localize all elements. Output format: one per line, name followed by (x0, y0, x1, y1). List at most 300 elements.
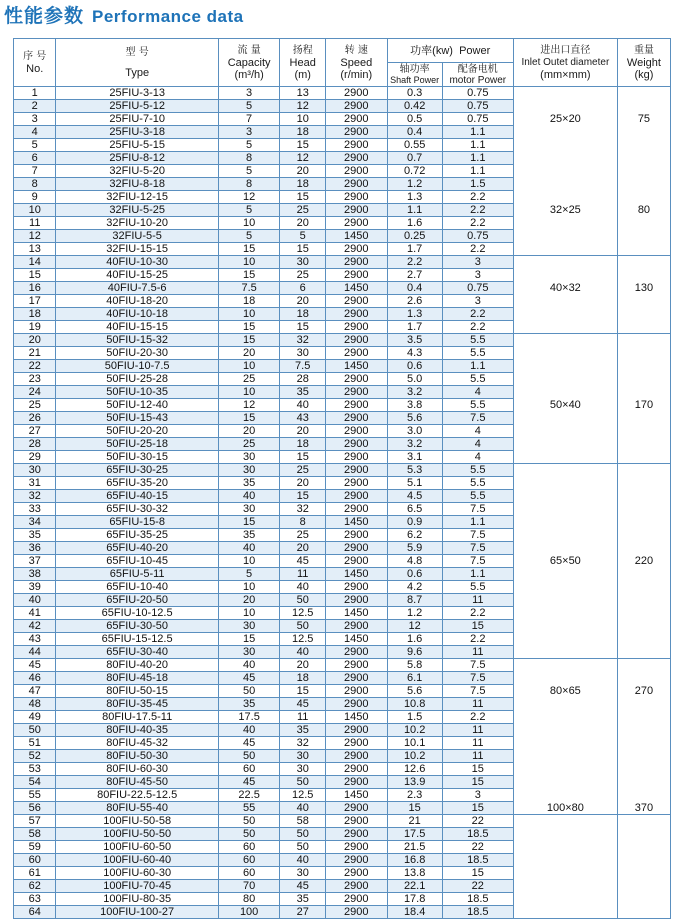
row-capacity: 15 (218, 516, 280, 529)
row-no: 27 (14, 425, 56, 438)
row-type: 25FIU-5-12 (56, 100, 218, 113)
row-head: 20 (280, 477, 326, 490)
row-head: 45 (280, 555, 326, 568)
row-motor-power: 22 (442, 841, 513, 854)
table-row (14, 906, 671, 919)
row-speed: 2900 (326, 828, 388, 841)
row-weight (617, 438, 670, 451)
row-head: 25 (280, 529, 326, 542)
table-row (14, 581, 671, 594)
row-no: 55 (14, 789, 56, 802)
row-weight (617, 607, 670, 620)
table-row (14, 321, 671, 334)
row-no: 25 (14, 399, 56, 412)
title-chinese: 性能参数 (4, 5, 85, 27)
row-type: 65FIU-15-8 (56, 516, 218, 529)
row-no: 21 (14, 347, 56, 360)
row-no: 47 (14, 685, 56, 698)
row-weight (617, 711, 670, 724)
row-no: 28 (14, 438, 56, 451)
row-motor-power: 3 (442, 256, 513, 269)
row-weight (617, 490, 670, 503)
row-shaft-power: 5.6 (387, 412, 442, 425)
row-type: 25FIU-7-10 (56, 113, 218, 126)
header-type: 型 号 Type (56, 39, 218, 87)
row-no: 3 (14, 113, 56, 126)
row-weight: 80 (617, 204, 670, 217)
row-diameter (513, 139, 617, 152)
row-shaft-power: 5.0 (387, 373, 442, 386)
table-row (14, 594, 671, 607)
row-capacity: 15 (218, 269, 280, 282)
row-shaft-power: 10.1 (387, 737, 442, 750)
row-capacity: 12 (218, 399, 280, 412)
row-head: 5 (280, 230, 326, 243)
row-capacity: 45 (218, 737, 280, 750)
row-type: 40FIU-10-18 (56, 308, 218, 321)
row-weight (617, 789, 670, 802)
row-no: 62 (14, 880, 56, 893)
header-no: 序 号 No. (14, 39, 56, 87)
row-type: 65FIU-5-11 (56, 568, 218, 581)
row-diameter (513, 386, 617, 399)
row-weight: 220 (617, 555, 670, 568)
row-motor-power: 1.1 (442, 360, 513, 373)
row-motor-power: 2.2 (442, 217, 513, 230)
row-no: 2 (14, 100, 56, 113)
row-diameter: 65×50 (513, 555, 617, 568)
row-speed: 2900 (326, 295, 388, 308)
row-diameter (513, 880, 617, 893)
row-shaft-power: 1.2 (387, 178, 442, 191)
row-capacity: 55 (218, 802, 280, 815)
row-capacity: 35 (218, 698, 280, 711)
row-weight (617, 750, 670, 763)
row-shaft-power: 1.5 (387, 711, 442, 724)
row-diameter (513, 503, 617, 516)
row-head: 7.5 (280, 360, 326, 373)
row-capacity: 18 (218, 295, 280, 308)
table-row (14, 204, 671, 217)
row-type: 50FIU-25-28 (56, 373, 218, 386)
row-head: 11 (280, 711, 326, 724)
row-no: 17 (14, 295, 56, 308)
row-no: 33 (14, 503, 56, 516)
row-capacity: 45 (218, 776, 280, 789)
row-motor-power: 2.2 (442, 308, 513, 321)
row-motor-power: 1.1 (442, 165, 513, 178)
row-capacity: 25 (218, 373, 280, 386)
row-speed: 2900 (326, 477, 388, 490)
row-diameter (513, 633, 617, 646)
row-shaft-power: 3.0 (387, 425, 442, 438)
row-speed: 1450 (326, 282, 388, 295)
row-head: 15 (280, 321, 326, 334)
row-no: 53 (14, 763, 56, 776)
row-capacity: 50 (218, 685, 280, 698)
row-diameter (513, 191, 617, 204)
row-speed: 2900 (326, 646, 388, 659)
row-shaft-power: 5.3 (387, 464, 442, 477)
row-diameter (513, 893, 617, 906)
row-no: 29 (14, 451, 56, 464)
row-weight (617, 269, 670, 282)
table-row (14, 854, 671, 867)
table-row (14, 191, 671, 204)
row-capacity: 15 (218, 321, 280, 334)
title-english: Performance data (92, 7, 244, 26)
row-motor-power: 7.5 (442, 555, 513, 568)
row-weight (617, 178, 670, 191)
row-diameter (513, 100, 617, 113)
table-row (14, 152, 671, 165)
row-type: 80FIU-45-32 (56, 737, 218, 750)
row-no: 16 (14, 282, 56, 295)
row-weight (617, 516, 670, 529)
row-no: 13 (14, 243, 56, 256)
row-capacity: 10 (218, 607, 280, 620)
row-weight (617, 828, 670, 841)
row-diameter (513, 256, 617, 269)
row-speed: 1450 (326, 568, 388, 581)
row-type: 25FIU-8-12 (56, 152, 218, 165)
row-diameter: 40×32 (513, 282, 617, 295)
row-diameter (513, 516, 617, 529)
row-weight (617, 217, 670, 230)
row-diameter (513, 711, 617, 724)
row-weight: 170 (617, 399, 670, 412)
row-motor-power: 4 (442, 386, 513, 399)
row-capacity: 50 (218, 828, 280, 841)
row-shaft-power: 17.8 (387, 893, 442, 906)
row-head: 20 (280, 217, 326, 230)
row-capacity: 60 (218, 841, 280, 854)
row-type: 65FIU-30-50 (56, 620, 218, 633)
row-type: 32FIU-15-15 (56, 243, 218, 256)
row-type: 32FIU-5-5 (56, 230, 218, 243)
row-type: 100FIU-50-50 (56, 828, 218, 841)
row-diameter (513, 243, 617, 256)
row-head: 18 (280, 178, 326, 191)
header-diameter: 进出口直径 Inlet Outet diameter (mm×mm) (513, 39, 617, 87)
row-diameter (513, 672, 617, 685)
row-head: 20 (280, 295, 326, 308)
row-type: 65FIU-15-12.5 (56, 633, 218, 646)
row-type: 65FIU-35-20 (56, 477, 218, 490)
row-shaft-power: 3.5 (387, 334, 442, 347)
row-type: 65FIU-30-32 (56, 503, 218, 516)
table-row (14, 893, 671, 906)
row-type: 80FIU-45-50 (56, 776, 218, 789)
row-head: 30 (280, 347, 326, 360)
row-motor-power: 5.5 (442, 490, 513, 503)
row-motor-power: 2.2 (442, 607, 513, 620)
row-motor-power: 5.5 (442, 399, 513, 412)
row-type: 25FIU-5-15 (56, 139, 218, 152)
row-motor-power: 7.5 (442, 685, 513, 698)
row-weight (617, 165, 670, 178)
row-capacity: 30 (218, 620, 280, 633)
row-shaft-power: 4.3 (387, 347, 442, 360)
row-shaft-power: 1.7 (387, 321, 442, 334)
row-weight (617, 776, 670, 789)
row-no: 18 (14, 308, 56, 321)
row-no: 51 (14, 737, 56, 750)
row-motor-power: 0.75 (442, 100, 513, 113)
row-type: 50FIU-10-7.5 (56, 360, 218, 373)
row-head: 18 (280, 126, 326, 139)
row-no: 60 (14, 854, 56, 867)
row-motor-power: 0.75 (442, 87, 513, 100)
row-type: 80FIU-17.5-11 (56, 711, 218, 724)
row-shaft-power: 4.2 (387, 581, 442, 594)
row-capacity: 20 (218, 425, 280, 438)
row-type: 80FIU-50-15 (56, 685, 218, 698)
row-diameter (513, 230, 617, 243)
row-diameter (513, 217, 617, 230)
row-weight (617, 581, 670, 594)
row-shaft-power: 5.9 (387, 542, 442, 555)
row-motor-power: 7.5 (442, 529, 513, 542)
row-head: 28 (280, 373, 326, 386)
row-head: 30 (280, 750, 326, 763)
row-motor-power: 2.2 (442, 711, 513, 724)
row-type: 100FIU-80-35 (56, 893, 218, 906)
row-weight: 130 (617, 282, 670, 295)
row-capacity: 35 (218, 529, 280, 542)
row-motor-power: 5.5 (442, 581, 513, 594)
row-no: 20 (14, 334, 56, 347)
table-row (14, 334, 671, 347)
table-row (14, 100, 671, 113)
row-diameter (513, 529, 617, 542)
row-capacity: 15 (218, 243, 280, 256)
row-diameter (513, 308, 617, 321)
row-speed: 2900 (326, 178, 388, 191)
table-row (14, 113, 671, 126)
row-no: 34 (14, 516, 56, 529)
header-power: 功率(kw) Power (387, 39, 513, 63)
page-title (4, 2, 244, 30)
row-type: 40FIU-7.5-6 (56, 282, 218, 295)
row-capacity: 50 (218, 750, 280, 763)
row-diameter (513, 854, 617, 867)
row-weight (617, 100, 670, 113)
row-speed: 1450 (326, 360, 388, 373)
row-weight (617, 334, 670, 347)
row-shaft-power: 2.3 (387, 789, 442, 802)
row-head: 18 (280, 308, 326, 321)
row-shaft-power: 2.2 (387, 256, 442, 269)
row-motor-power: 15 (442, 620, 513, 633)
row-type: 100FIU-60-40 (56, 854, 218, 867)
table-row (14, 750, 671, 763)
row-diameter (513, 373, 617, 386)
row-type: 40FIU-15-25 (56, 269, 218, 282)
row-capacity: 100 (218, 906, 280, 919)
row-type: 50FIU-12-40 (56, 399, 218, 412)
table-row (14, 243, 671, 256)
row-shaft-power: 1.6 (387, 633, 442, 646)
row-head: 20 (280, 165, 326, 178)
table-row (14, 568, 671, 581)
row-speed: 2900 (326, 139, 388, 152)
row-no: 30 (14, 464, 56, 477)
row-speed: 2900 (326, 685, 388, 698)
table-row (14, 87, 671, 100)
row-motor-power: 7.5 (442, 503, 513, 516)
row-diameter (513, 295, 617, 308)
row-type: 65FIU-30-40 (56, 646, 218, 659)
row-capacity: 17.5 (218, 711, 280, 724)
table-row (14, 555, 671, 568)
table-row (14, 269, 671, 282)
row-diameter (513, 464, 617, 477)
table-row (14, 516, 671, 529)
row-motor-power: 22 (442, 815, 513, 828)
row-capacity: 3 (218, 87, 280, 100)
row-head: 40 (280, 854, 326, 867)
row-head: 12.5 (280, 789, 326, 802)
row-speed: 2900 (326, 113, 388, 126)
row-weight: 270 (617, 685, 670, 698)
row-weight (617, 321, 670, 334)
row-motor-power: 11 (442, 594, 513, 607)
row-capacity: 7 (218, 113, 280, 126)
row-speed: 2900 (326, 308, 388, 321)
row-head: 12.5 (280, 607, 326, 620)
row-head: 32 (280, 503, 326, 516)
table-row (14, 477, 671, 490)
table-row (14, 165, 671, 178)
row-diameter (513, 412, 617, 425)
row-no: 41 (14, 607, 56, 620)
row-diameter (513, 594, 617, 607)
row-head: 30 (280, 763, 326, 776)
row-capacity: 10 (218, 581, 280, 594)
row-type: 100FIU-60-50 (56, 841, 218, 854)
row-type: 50FIU-15-43 (56, 412, 218, 425)
row-motor-power: 7.5 (442, 659, 513, 672)
row-no: 19 (14, 321, 56, 334)
row-speed: 2900 (326, 126, 388, 139)
row-capacity: 30 (218, 464, 280, 477)
row-motor-power: 3 (442, 295, 513, 308)
row-no: 9 (14, 191, 56, 204)
table-row (14, 282, 671, 295)
row-no: 11 (14, 217, 56, 230)
row-capacity: 10 (218, 217, 280, 230)
row-type: 40FIU-15-15 (56, 321, 218, 334)
row-capacity: 40 (218, 490, 280, 503)
row-no: 61 (14, 867, 56, 880)
row-speed: 2900 (326, 269, 388, 282)
row-no: 4 (14, 126, 56, 139)
row-motor-power: 7.5 (442, 672, 513, 685)
row-motor-power: 11 (442, 646, 513, 659)
row-speed: 2900 (326, 503, 388, 516)
row-speed: 2900 (326, 542, 388, 555)
row-no: 35 (14, 529, 56, 542)
row-capacity: 12 (218, 191, 280, 204)
row-head: 18 (280, 438, 326, 451)
row-head: 10 (280, 113, 326, 126)
row-shaft-power: 1.2 (387, 607, 442, 620)
table-row (14, 763, 671, 776)
row-speed: 2900 (326, 620, 388, 633)
row-type: 32FIU-12-15 (56, 191, 218, 204)
row-weight (617, 139, 670, 152)
row-head: 40 (280, 802, 326, 815)
row-head: 11 (280, 568, 326, 581)
row-motor-power: 11 (442, 698, 513, 711)
row-capacity: 5 (218, 568, 280, 581)
row-weight (617, 815, 670, 828)
row-no: 63 (14, 893, 56, 906)
row-type: 65FIU-40-20 (56, 542, 218, 555)
row-diameter (513, 360, 617, 373)
row-head: 12 (280, 152, 326, 165)
row-shaft-power: 0.6 (387, 360, 442, 373)
header-shaft-power: 轴功率 Shaft Power (387, 63, 442, 87)
row-diameter (513, 425, 617, 438)
row-capacity: 8 (218, 152, 280, 165)
row-type: 80FIU-60-30 (56, 763, 218, 776)
table-row (14, 490, 671, 503)
table-row (14, 178, 671, 191)
row-capacity: 10 (218, 555, 280, 568)
row-shaft-power: 16.8 (387, 854, 442, 867)
row-motor-power: 7.5 (442, 542, 513, 555)
row-weight (617, 672, 670, 685)
row-weight (617, 724, 670, 737)
row-diameter (513, 789, 617, 802)
row-motor-power: 3 (442, 789, 513, 802)
row-head: 32 (280, 334, 326, 347)
row-head: 25 (280, 204, 326, 217)
row-motor-power: 4 (442, 438, 513, 451)
row-no: 24 (14, 386, 56, 399)
row-capacity: 5 (218, 230, 280, 243)
row-shaft-power: 6.2 (387, 529, 442, 542)
table-row (14, 620, 671, 633)
row-capacity: 15 (218, 412, 280, 425)
row-no: 22 (14, 360, 56, 373)
row-diameter: 100×80 (513, 802, 617, 815)
table-row (14, 529, 671, 542)
row-weight (617, 893, 670, 906)
row-motor-power: 15 (442, 763, 513, 776)
row-weight (617, 620, 670, 633)
row-diameter: 32×25 (513, 204, 617, 217)
row-head: 40 (280, 646, 326, 659)
row-speed: 2900 (326, 165, 388, 178)
row-head: 15 (280, 451, 326, 464)
row-head: 50 (280, 620, 326, 633)
row-head: 30 (280, 867, 326, 880)
row-speed: 2900 (326, 152, 388, 165)
row-weight (617, 386, 670, 399)
performance-table (13, 38, 671, 919)
row-motor-power: 3 (442, 269, 513, 282)
row-diameter (513, 646, 617, 659)
table-row (14, 659, 671, 672)
row-weight (617, 126, 670, 139)
row-head: 20 (280, 425, 326, 438)
row-speed: 2900 (326, 321, 388, 334)
row-capacity: 10 (218, 308, 280, 321)
row-motor-power: 18.5 (442, 906, 513, 919)
